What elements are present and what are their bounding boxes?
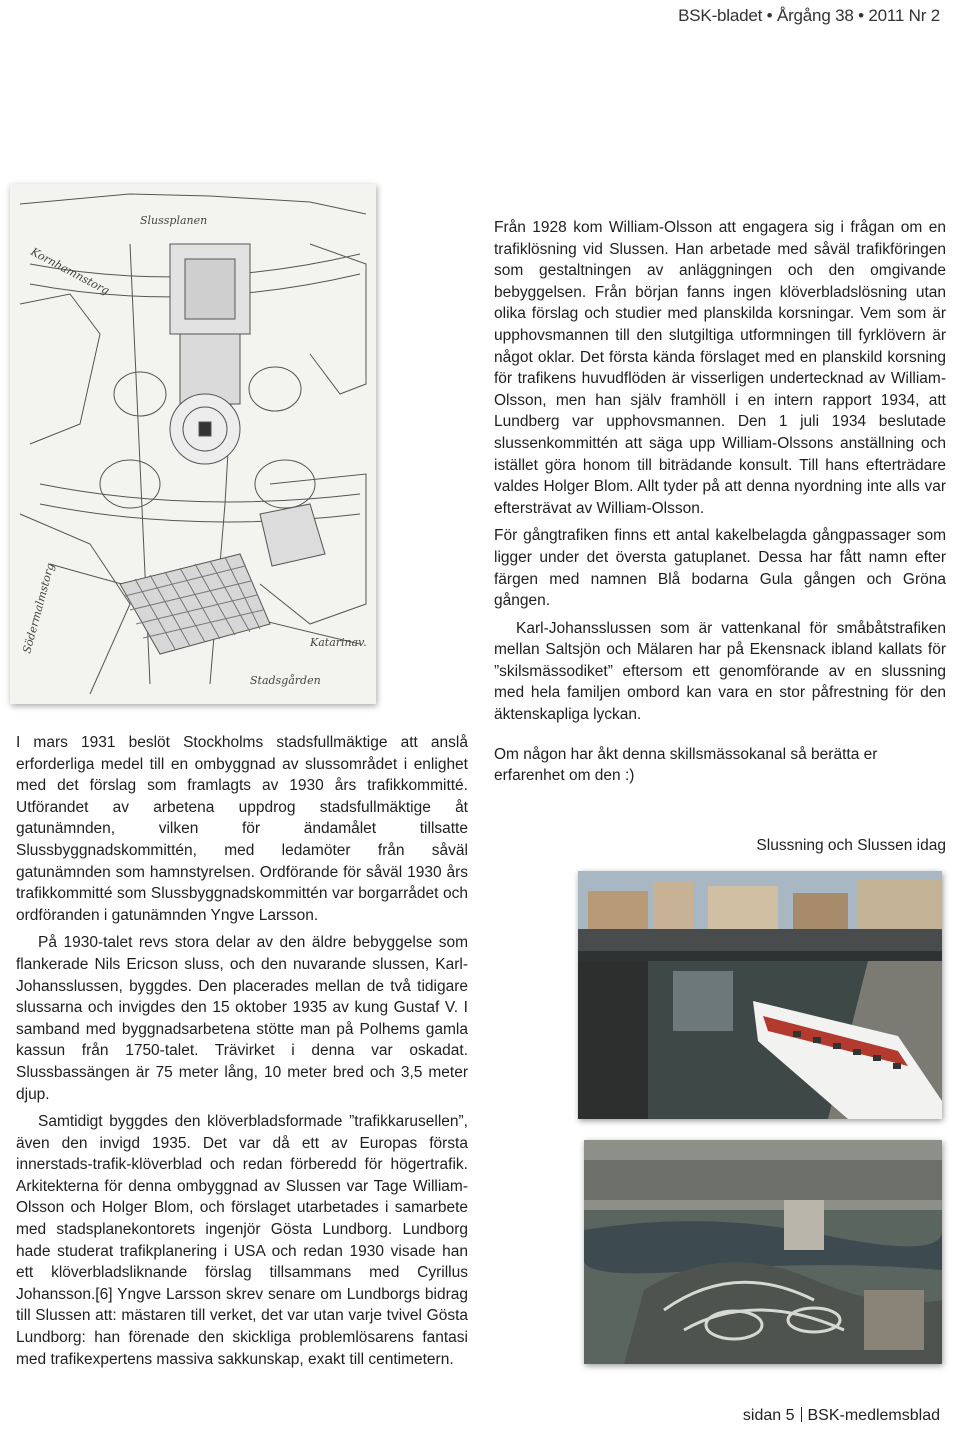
paragraph: För gångtrafiken finns ett antal kakelbelagda gångpassager som ligger under det översta gatuplanet. Dessa har fått namn efter färgen med namnen Blå bodarna Gula gången och Gröna gången. <box>494 527 946 610</box>
drawing-label-katarinav: Katarinav. <box>310 636 367 649</box>
paragraph: Från 1928 kom William-Olsson att engagera sig i frågan om en trafiklösning vid Slussen. Han arbetade med såväl trafikföringen som gestaltningen av anläggningen och den omgivande bebyggelsen. Från början fanns ingen klöverbladslösning utan olika förslag och studier med planskilda korsningar. Vem som är upphovsmannen till den slutgiltiga utformningen till fyrklövern är något oklar. Det första kända förslaget med en planskild korsning för trafikens huvudflöden är visserligen undertecknad av William-Olsson, men han själv framhöll i en intern rapport 1934, att Lundberg var upphovsmannen. Den 1 juli 1934 beslutade slussenkommittén att säga upp William-Olssons anställning och istället göra honom till biträdande konsult. Till hans efterträdare valdes Holger Blom. Allt tyder på att denna nyordning inte alls var eftersträvat av William-Olsson. <box>494 219 946 517</box>
footer-divider <box>801 1407 802 1422</box>
paragraph: På 1930-talet revs stora delar av den äldre bebyggelse som flankerade Nils Ericson sluss, och den nuvarande slussen, Karl-Johansslussen, byggdes. Den placerades mellan de två tidigare slussarna och invigdes den 15 oktober 1935 av kung Gustaf V. I samband med byggnadsarbetena stötte man på Polhems gamla kassun från 1750-talet. Trävirket i denna var oskadat. Slussbassängen är 75 meter lång, 10 meter bred och 3,5 meter djup. <box>16 934 468 1103</box>
paragraph: I mars 1931 beslöt Stockholms stadsfullmäktige att anslå erforderliga medel till en ombyggnad av slussområdet i enlighet med det förslag som framlagts av 1930 års trafikkommitté. Utförandet av arbetena uppdrog stadsfullmäktige åt gatunämnden, vilken för ändamålet tillsatte Slussbyggnadskommittén, med ledamöter från såväl gatunämnden som hamnstyrelsen. Ordförande för såväl 1930 års trafikkommitté som Slussbyggnadskommittén var borgarrådet och ordföranden i gatunämnden Yngve Larsson. <box>16 734 468 924</box>
page-number: sidan 5 <box>742 1407 795 1424</box>
publication-name: BSK-medlemsblad <box>807 1407 940 1424</box>
right-text-column <box>494 217 946 787</box>
drawing-label-slussplanen: Slussplanen <box>140 214 208 227</box>
drawing-label-kornhamnstorg: Kornhamnstorg <box>28 245 112 298</box>
paragraph: Samtidigt byggdes den klöverbladsformade ”trafikkarusellen”, även den invigd 1935. Det var då ett av Europas första innerstads-trafik-klöverblad och redan förberedd för högertrafik. Arkitekterna för denna ombyggnad av Slussen var Tage William-Olsson och Holger Blom, och förslaget utarbetades i samarbete med stadsplanekontorets ingenjör Gösta Lundborg. Lundborg hade studerat trafikplanering i USA och redan 1930 visade han ett klöverbladsliknande förslag tillsammans med Cyrillus Johansson.[6] Yngve Larsson skrev senare om Lundborgs bidrag till Slussen att: mästaren till verket, det var utan varje tvivel Gösta Lundborg: han förenade den skickliga problemlösarens fantasi med trafikexpertens massiva sakkunskap, exakt till centimetern. <box>16 1113 468 1368</box>
photo-caption: Slussning och Slussen idag <box>756 837 946 854</box>
slussen-plan-drawing <box>10 184 376 704</box>
left-text-column <box>16 732 468 1370</box>
paragraph: Karl-Johansslussen som är vattenkanal för småbåtstrafiken mellan Saltsjön och Mälaren har på Ekensnack ibland kallats för ”skilsmässodiket” eftersom ett genomförande av en slussning med hela familjen ombord kan vara en stor påfrestning för den äktenskapliga lyckan. <box>494 619 946 724</box>
running-header: BSK-bladet • Årgång 38 • 2011 Nr 2 <box>678 6 940 25</box>
slussen-aerial-photo <box>584 1140 942 1364</box>
drawing-label-stadsgarden: Stadsgården <box>250 674 321 687</box>
drawing-label-sodermalmstorg: Södermalmstorg <box>20 561 57 655</box>
lock-boat-photo <box>578 871 942 1119</box>
paragraph: Om någon har åkt denna skillsmässokanal så berätta er erfarenhet om den :) <box>494 745 878 785</box>
page-footer <box>743 1407 940 1425</box>
